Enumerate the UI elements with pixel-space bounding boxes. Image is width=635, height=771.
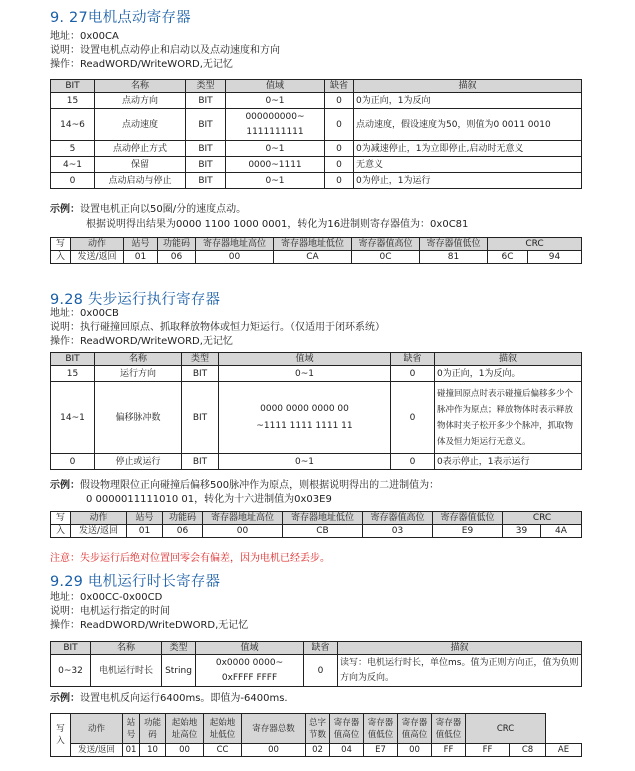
frame-cell: 06	[158, 251, 196, 264]
cell: 0~1	[226, 173, 325, 189]
cell: 0为正向，1为反向。	[435, 366, 582, 382]
cell: 0表示停止，1表示运行	[435, 454, 582, 470]
address-line: 地址：0x00CC-0x00CD	[50, 592, 163, 603]
cell: 0	[51, 173, 95, 189]
cell: 0000~1111	[226, 157, 325, 173]
cell: 点动速度，假设速度为50，则值为0 0011 0010	[354, 109, 582, 141]
frame-cell: 00	[398, 744, 432, 757]
frame-cell: 00	[203, 525, 283, 538]
cell: 运行方向	[95, 366, 182, 382]
section-title-9-27: 9. 27电机点动寄存器	[50, 10, 191, 26]
cell: 0~32	[51, 655, 91, 687]
col-header: 类型	[182, 353, 219, 366]
cell: 电机运行时长	[91, 655, 162, 687]
cell: 保留	[95, 157, 186, 173]
cell: BIT	[182, 366, 219, 382]
col-header: 类型	[186, 80, 226, 93]
cell: 偏移脉冲数	[95, 382, 182, 454]
cell: 0000 0000 0000 00 ~1111 1111 1111 11	[219, 382, 391, 454]
cell: BIT	[182, 454, 219, 470]
example-block	[50, 692, 288, 706]
frame-cell: 00	[166, 744, 204, 757]
example-text-2: 根据说明得出结果为0000 1100 1000 0001，转化为16进制则寄存器值为：0x0C81	[86, 219, 469, 230]
example-text: 设置电机正向以50圈/分的速度点动。	[80, 204, 247, 215]
example-label: 示例：	[50, 693, 80, 704]
cell: 无意义	[354, 157, 582, 173]
col-header: BIT	[51, 353, 95, 366]
frame-header: 寄存器地址低位	[283, 512, 363, 525]
col-header: 值域	[196, 642, 304, 655]
cell: 14~1	[51, 382, 95, 454]
cell: 15	[51, 366, 95, 382]
frame-header: 寄存器值高位	[352, 238, 420, 251]
frame-header: 功能码	[140, 714, 166, 744]
frame-header: 写	[51, 512, 71, 525]
cell: 0	[325, 109, 354, 141]
register-table-9-28	[50, 352, 582, 470]
cell: 0	[325, 157, 354, 173]
col-header: 缺省	[304, 642, 338, 655]
frame-header: 寄存器地址低位	[274, 238, 352, 251]
col-header: 类型	[162, 642, 196, 655]
cell: 0x0000 0000~ 0xFFFF FFFF	[196, 655, 304, 687]
cell: BIT	[182, 382, 219, 454]
col-header: 缺省	[391, 353, 435, 366]
frame-cell: 6C	[488, 251, 528, 264]
section-title-9-28: 9.28 失步运行执行寄存器	[50, 292, 221, 308]
cell: BIT	[186, 173, 226, 189]
frame-cell: 4A	[541, 525, 582, 538]
frame-header: 站号	[123, 714, 140, 744]
frame-cell: E7	[364, 744, 398, 757]
frame-cell: 0C	[352, 251, 420, 264]
frame-header: 总字节数	[306, 714, 330, 744]
section-title-9-29: 9.29 电机运行时长寄存器	[50, 574, 221, 590]
frame-header: 功能码	[158, 238, 196, 251]
frame-cell: 01	[124, 251, 158, 264]
operation-line: 操作：ReadWORD/WriteWORD,无记忆	[50, 336, 233, 347]
col-header: 值域	[226, 80, 325, 93]
frame-cell: CC	[204, 744, 242, 757]
frame-cell: 发送/返回	[71, 744, 123, 757]
frame-cell: 01	[123, 744, 140, 757]
col-header: 缺省	[325, 80, 354, 93]
cell: 0	[325, 141, 354, 157]
frame-cell: FF	[466, 744, 510, 757]
frame-cell: 发送/返回	[71, 251, 124, 264]
frame-header: CRC	[488, 238, 582, 251]
frame-cell: 81	[420, 251, 488, 264]
frame-header: 寄存器值高位	[363, 512, 433, 525]
frame-header: 站号	[127, 512, 163, 525]
frame-header: 写入	[51, 714, 71, 757]
address-line: 地址：0x00CB	[50, 308, 119, 319]
col-header: 值域	[219, 353, 391, 366]
col-header: 描叙	[435, 353, 582, 366]
cell: 0	[391, 454, 435, 470]
col-header: 名称	[95, 80, 186, 93]
frame-header: 寄存器值低位	[433, 512, 503, 525]
cell: 0~1	[219, 366, 391, 382]
cell: 停止或运行	[95, 454, 182, 470]
cell: 0~1	[226, 141, 325, 157]
description-line: 说明：电机运行指定的时间	[50, 606, 170, 617]
frame-header: 起始地址高位	[166, 714, 204, 744]
cell: 点动停止方式	[95, 141, 186, 157]
cell: 0为减速停止，1为立即停止,启动时无意义	[354, 141, 582, 157]
description-line: 说明：执行碰撞回原点、抓取释放物体或恒力矩运行。（仅适用于闭环系统）	[50, 322, 385, 333]
cell: 5	[51, 141, 95, 157]
frame-table-9-27	[50, 237, 582, 264]
example-text: 设置电机反向运行6400ms。即值为-6400ms.	[80, 693, 288, 704]
example-block	[50, 203, 246, 217]
example-block	[50, 479, 439, 493]
frame-cell: 发送/返回	[71, 525, 127, 538]
frame-cell: 入	[51, 251, 71, 264]
cell: 0	[325, 173, 354, 189]
frame-header: 寄存器值低位	[432, 714, 466, 744]
cell: 0~1	[226, 93, 325, 109]
col-header: 描叙	[338, 642, 582, 655]
cell: 0	[391, 382, 435, 454]
frame-cell: 01	[127, 525, 163, 538]
cell: BIT	[186, 93, 226, 109]
example-text: 假设物理限位正向碰撞后偏移500脉冲作为原点，则根据说明得出的二进制值为：	[80, 480, 440, 491]
cell: 0	[325, 93, 354, 109]
operation-line: 操作：ReadWORD/WriteWORD,无记忆	[50, 59, 233, 70]
col-header: BIT	[51, 80, 95, 93]
cell: 碰撞回原点时表示碰撞后偏移多少个脉冲作为原点；释放物体时表示释放物体时夹子松开多少个脉冲，抓取物体及恒力矩运行无意义。	[435, 382, 582, 454]
register-table-9-27	[50, 79, 582, 189]
frame-cell: 39	[503, 525, 541, 538]
register-table-9-29	[50, 641, 582, 687]
frame-header: 功能码	[163, 512, 203, 525]
cell: 0为正向，1为反向	[354, 93, 582, 109]
cell: 0	[304, 655, 338, 687]
frame-cell: CB	[283, 525, 363, 538]
warning-note: 注意：失步运行后绝对位置回零会有偏差，因为电机已经丢步。	[50, 553, 330, 564]
frame-header: 寄存器总数	[242, 714, 306, 744]
cell: 点动速度	[95, 109, 186, 141]
frame-cell: C8	[510, 744, 546, 757]
cell: 14~6	[51, 109, 95, 141]
frame-cell: 03	[363, 525, 433, 538]
col-header: 描叙	[354, 80, 582, 93]
cell: 0为停止，1为运行	[354, 173, 582, 189]
cell: 15	[51, 93, 95, 109]
cell: 0	[51, 454, 95, 470]
col-header: 名称	[95, 353, 182, 366]
frame-header: 动作	[71, 512, 127, 525]
operation-line: 操作：ReadDWORD/WriteDWORD,无记忆	[50, 620, 249, 631]
frame-header: 动作	[71, 238, 124, 251]
frame-cell: 06	[163, 525, 203, 538]
cell: 0~1	[219, 454, 391, 470]
cell: BIT	[186, 157, 226, 173]
frame-header: 起始地址低位	[204, 714, 242, 744]
frame-header: CRC	[503, 512, 582, 525]
frame-header: 站号	[124, 238, 158, 251]
cell: 000000000~ 1111111111	[226, 109, 325, 141]
cell: 点动启动与停止	[95, 173, 186, 189]
frame-header: 动作	[71, 714, 123, 744]
cell: 4~1	[51, 157, 95, 173]
address-line: 地址：0x00CA	[50, 31, 119, 42]
frame-header: 寄存器地址高位	[196, 238, 274, 251]
frame-cell: CA	[274, 251, 352, 264]
cell: 读写：电机运行时长，单位ms。值为正则方向正，值为负则方向为反向。	[338, 655, 582, 687]
frame-cell: 入	[51, 525, 71, 538]
frame-cell: 04	[330, 744, 364, 757]
frame-cell: E9	[433, 525, 503, 538]
frame-header: 写	[51, 238, 71, 251]
frame-cell: 00	[196, 251, 274, 264]
frame-cell: FF	[432, 744, 466, 757]
cell: 0	[391, 366, 435, 382]
col-header: 名称	[91, 642, 162, 655]
frame-cell: 02	[306, 744, 330, 757]
frame-table-9-29	[50, 713, 582, 757]
example-label: 示例：	[50, 480, 80, 491]
cell: BIT	[186, 141, 226, 157]
frame-cell: 10	[140, 744, 166, 757]
frame-header: 寄存器值高位	[330, 714, 364, 744]
frame-header: 寄存器地址高位	[203, 512, 283, 525]
frame-header: 寄存器值低位	[364, 714, 398, 744]
cell: String	[162, 655, 196, 687]
col-header: BIT	[51, 642, 91, 655]
frame-cell: 94	[528, 251, 582, 264]
frame-header: 寄存器值低位	[420, 238, 488, 251]
example-text-2: 0 0000011111010 01，转化为十六进制值为0x03E9	[86, 494, 332, 505]
frame-header: 寄存器值高位	[398, 714, 432, 744]
example-label: 示例：	[50, 204, 80, 215]
frame-cell: AE	[546, 744, 582, 757]
description-line: 说明：设置电机点动停止和启动以及点动速度和方向	[50, 45, 280, 56]
frame-cell: 00	[242, 744, 306, 757]
cell: BIT	[186, 109, 226, 141]
cell: 点动方向	[95, 93, 186, 109]
frame-table-9-28	[50, 511, 582, 538]
frame-header: CRC	[466, 714, 546, 744]
